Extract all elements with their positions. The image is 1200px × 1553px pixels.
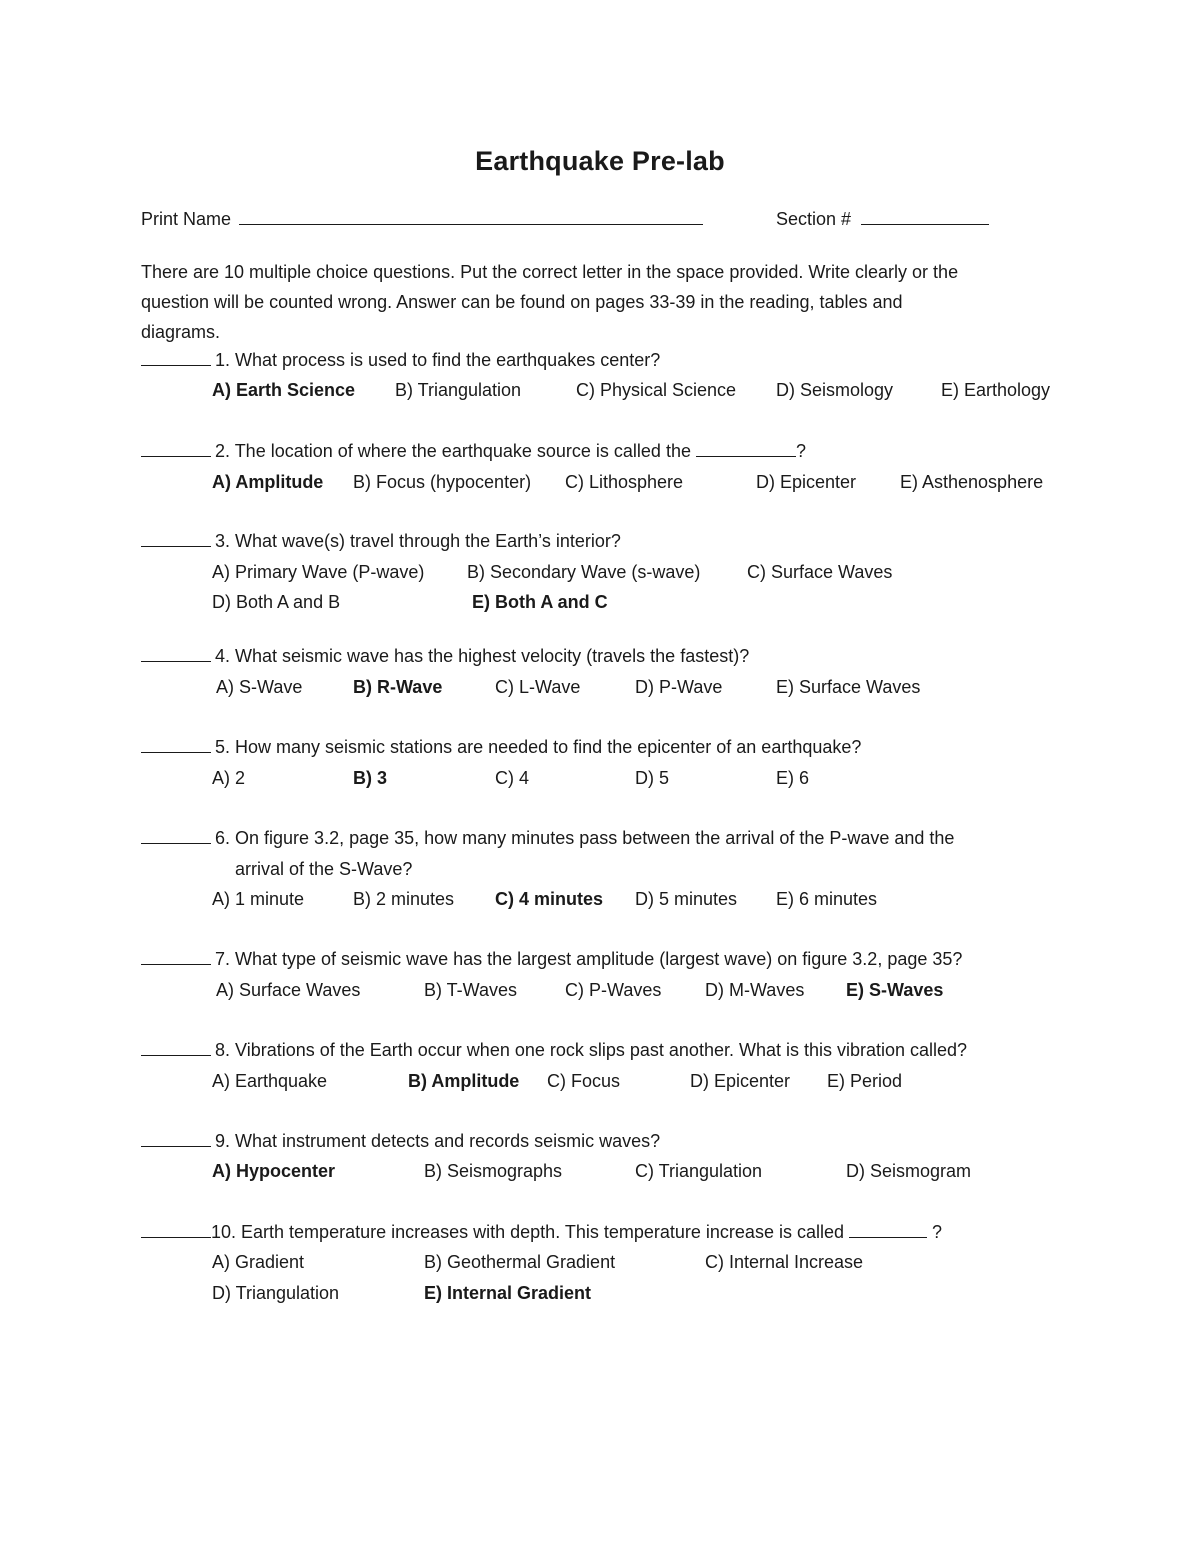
option-c: C) P-Waves <box>565 980 662 1000</box>
option-c: C) L-Wave <box>495 677 581 697</box>
option-c: C) Lithosphere <box>565 472 684 492</box>
option-e: E) S-Waves <box>846 980 944 1000</box>
section-row <box>776 207 989 231</box>
answer-blank-4[interactable] <box>141 644 211 662</box>
option-e: E) Period <box>827 1071 903 1091</box>
print-name-label: Print Name <box>141 209 232 229</box>
option-c: C) Physical Science <box>576 380 737 400</box>
option-c: C) Focus <box>547 1071 621 1091</box>
answer-blank-5[interactable] <box>141 735 211 753</box>
option-a: A) Earthquake <box>212 1071 328 1091</box>
question-text-continued: arrival of the S-Wave? <box>235 859 413 879</box>
section-label: Section # <box>776 209 852 229</box>
option-e: E) Surface Waves <box>776 677 921 697</box>
option-e: E) 6 minutes <box>776 889 878 909</box>
question-text: 1. What process is used to find the earthquakes center? <box>215 350 661 370</box>
option-a: A) Amplitude <box>212 472 324 492</box>
question-text: 10. Earth temperature increases with depth. This temperature increase is called <box>211 1222 844 1242</box>
option-a: A) Hypocenter <box>212 1161 336 1181</box>
option-a: A) Earth Science <box>212 380 356 400</box>
option-b: B) Amplitude <box>408 1071 520 1091</box>
option-c: C) Internal Increase <box>705 1252 864 1272</box>
question-text: 8. Vibrations of the Earth occur when one rock slips past another. What is this vibration called? <box>215 1040 968 1060</box>
option-b: B) Seismographs <box>424 1161 563 1181</box>
option-b: B) 2 minutes <box>353 889 455 909</box>
question-text: 6. On figure 3.2, page 35, how many minutes pass between the arrival of the P-wave and the <box>215 828 955 848</box>
option-d: D) Epicenter <box>690 1071 791 1091</box>
fill-in-blank <box>849 1220 927 1238</box>
section-field[interactable] <box>861 207 989 225</box>
option-a: A) Surface Waves <box>216 980 361 1000</box>
option-b: B) 3 <box>353 768 388 788</box>
question-6 <box>141 826 954 850</box>
option-e: E) 6 <box>776 768 810 788</box>
answer-blank-10[interactable] <box>141 1220 211 1238</box>
option-d: D) Seismogram <box>846 1161 972 1181</box>
question-text: 7. What type of seismic wave has the largest amplitude (largest wave) on figure 3.2, page 35? <box>215 949 963 969</box>
question-text: 3. What wave(s) travel through the Earth’s interior? <box>215 531 621 551</box>
question-text: 9. What instrument detects and records seismic waves? <box>215 1131 661 1151</box>
question-8 <box>141 1038 967 1062</box>
print-name-row <box>141 207 703 231</box>
option-a: A) 1 minute <box>212 889 305 909</box>
question-9 <box>141 1129 660 1153</box>
question-1 <box>141 348 660 372</box>
option-e: E) Asthenosphere <box>900 472 1044 492</box>
question-5 <box>141 735 861 759</box>
option-b: B) Focus (hypocenter) <box>353 472 532 492</box>
option-b: B) Geothermal Gradient <box>424 1252 616 1272</box>
option-d: D) Seismology <box>776 380 894 400</box>
question-text: 4. What seismic wave has the highest velocity (travels the fastest)? <box>215 646 750 666</box>
option-d: D) 5 minutes <box>635 889 738 909</box>
option-b: B) T-Waves <box>424 980 518 1000</box>
option-c: C) 4 <box>495 768 530 788</box>
option-d: D) Both A and B <box>212 592 341 612</box>
option-d: D) 5 <box>635 768 670 788</box>
option-a: A) Gradient <box>212 1252 305 1272</box>
answer-blank-6[interactable] <box>141 826 211 844</box>
question-10 <box>141 1220 942 1244</box>
instructions-line: There are 10 multiple choice questions. Put the correct letter in the space provided. Write clearly or the <box>141 262 959 282</box>
option-c: C) Surface Waves <box>747 562 893 582</box>
option-b: B) Triangulation <box>395 380 522 400</box>
answer-blank-1[interactable] <box>141 348 211 366</box>
page-title: Earthquake Pre-lab <box>475 146 725 176</box>
option-e: E) Earthology <box>941 380 1051 400</box>
instructions <box>141 257 1061 347</box>
print-name-field[interactable] <box>239 207 703 225</box>
question-2 <box>141 439 806 463</box>
question-mark: ? <box>795 441 806 461</box>
answer-blank-9[interactable] <box>141 1129 211 1147</box>
option-a: A) 2 <box>212 768 246 788</box>
question-mark: ? <box>932 1222 943 1242</box>
option-e: E) Internal Gradient <box>424 1283 592 1303</box>
option-c: C) Triangulation <box>635 1161 763 1181</box>
option-d: D) M-Waves <box>705 980 805 1000</box>
question-text: 2. The location of where the earthquake source is called the <box>215 441 691 461</box>
instructions-line: diagrams. <box>141 322 221 342</box>
answer-blank-2[interactable] <box>141 439 211 457</box>
answer-blank-8[interactable] <box>141 1038 211 1056</box>
question-7 <box>141 947 962 971</box>
fill-in-blank <box>696 439 796 457</box>
option-b: B) Secondary Wave (s-wave) <box>467 562 701 582</box>
question-text: 5. How many seismic stations are needed to find the epicenter of an earthquake? <box>215 737 862 757</box>
option-b: B) R-Wave <box>353 677 443 697</box>
option-c: C) 4 minutes <box>495 889 604 909</box>
question-4 <box>141 644 749 668</box>
instructions-line: question will be counted wrong. Answer can be found on pages 33-39 in the reading, tables and <box>141 292 903 312</box>
option-a: A) Primary Wave (P-wave) <box>212 562 425 582</box>
option-d: D) Epicenter <box>756 472 857 492</box>
answer-blank-3[interactable] <box>141 529 211 547</box>
question-3 <box>141 529 621 553</box>
option-e: E) Both A and C <box>472 592 608 612</box>
option-a: A) S-Wave <box>216 677 303 697</box>
option-d: D) Triangulation <box>212 1283 340 1303</box>
answer-blank-7[interactable] <box>141 947 211 965</box>
option-d: D) P-Wave <box>635 677 723 697</box>
